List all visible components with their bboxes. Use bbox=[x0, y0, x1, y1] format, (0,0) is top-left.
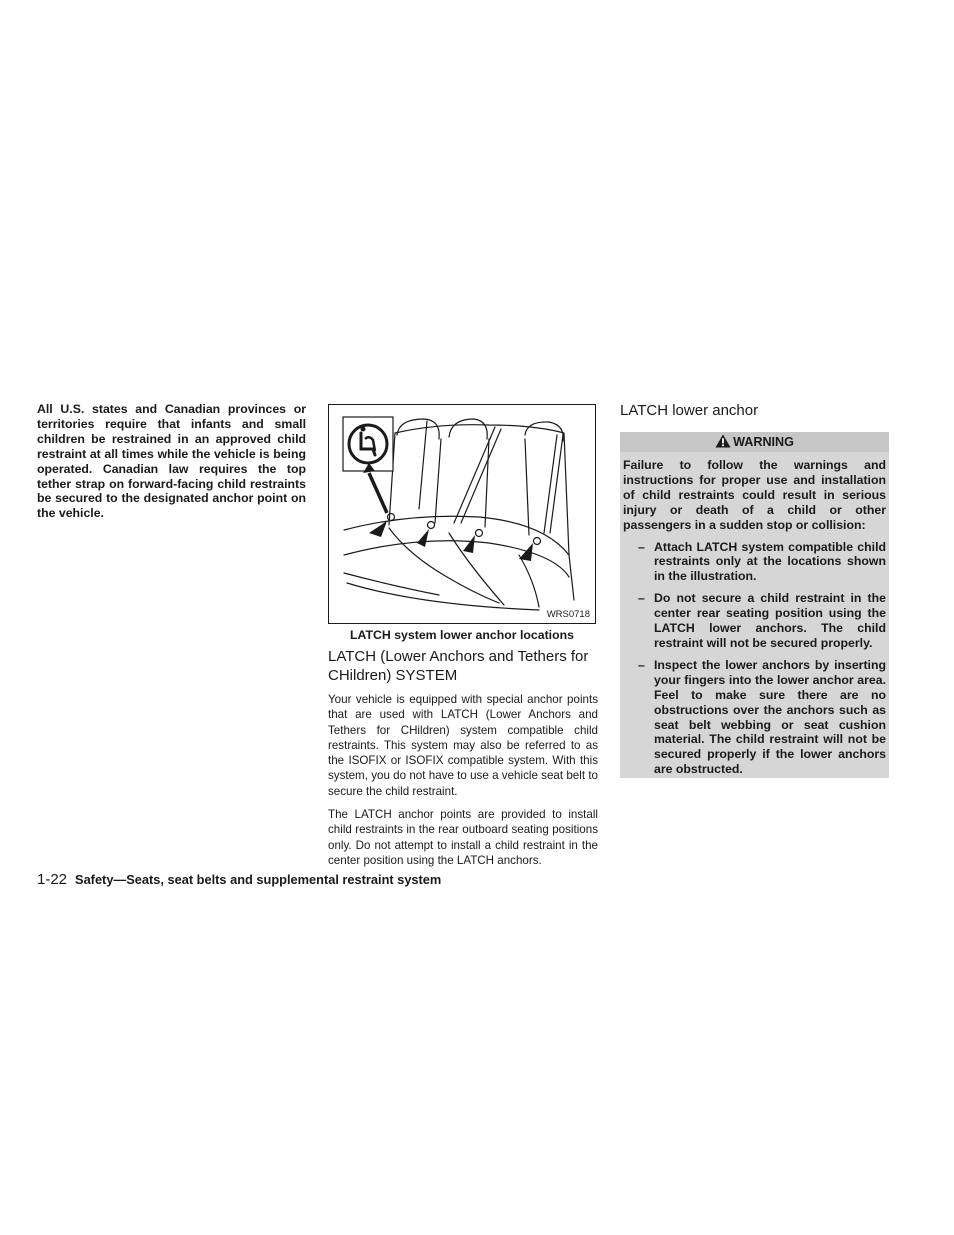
warning-list bbox=[623, 540, 886, 778]
latch-anchor-illustration bbox=[328, 404, 596, 624]
latch-system-heading: LATCH (Lower Anchors and Tethers for CHildren) SYSTEM bbox=[328, 648, 589, 684]
warning-triangle-icon bbox=[715, 434, 731, 448]
warning-item bbox=[623, 591, 886, 651]
lower-anchor-heading: LATCH lower anchor bbox=[620, 402, 759, 419]
intro-paragraph: All U.S. states and Canadian provinces or territories require that infants and small children be restrained in an approved child restraint at all times while the vehicle is being operated. Canadian law requires the top tether strap on forward-facing child restraints be secured to the designated anchor point on the vehicle. bbox=[37, 402, 306, 521]
warning-item bbox=[623, 658, 886, 777]
warning-box bbox=[620, 432, 889, 778]
latch-paragraph-2: The LATCH anchor points are provided to install child restraints in the rear outboard seating positions only. Do not attempt to install a child restraint in the center position using the LATCH anchors. bbox=[328, 808, 598, 867]
figure-caption: LATCH system lower anchor locations bbox=[350, 628, 574, 642]
page-footer bbox=[37, 871, 441, 888]
section-title: Safety—Seats, seat belts and supplemental restraint system bbox=[75, 872, 442, 887]
figure-code: WRS0718 bbox=[546, 609, 590, 620]
warning-item bbox=[623, 540, 886, 585]
warning-item-text: Do not secure a child restraint in the center rear seating position using the LATCH lower anchors. The child restraint will not be secured properly. bbox=[654, 591, 886, 650]
warning-item-text: Attach LATCH system compatible child restraints only at the locations shown in the illustration. bbox=[654, 539, 886, 584]
warning-item-text: Inspect the lower anchors by inserting your fingers into the lower anchor area. Feel to make sure there are no obstructions over the anchors such as seat belt webbing or seat cushion material. The child restraint will not be secured properly if the lower anchors are obstructed. bbox=[654, 657, 886, 777]
bullet-dash: – bbox=[638, 591, 645, 606]
page-number: 1-22 bbox=[37, 871, 68, 888]
child-seat-anchor-icon bbox=[349, 425, 387, 463]
warning-title: WARNING bbox=[733, 435, 794, 449]
warning-header bbox=[620, 432, 889, 452]
bullet-dash: – bbox=[638, 657, 645, 672]
bullet-dash: – bbox=[638, 539, 645, 554]
rear-seat-drawing bbox=[329, 405, 595, 623]
warning-intro: Failure to follow the warnings and instructions for proper use and installation of child restraints could result in serious injury or death of a child or other passengers in a sudden stop or collision: bbox=[623, 458, 886, 532]
latch-paragraph-1: Your vehicle is equipped with special anchor points that are used with LATCH (Lower Anchors and Tethers for CHildren) system compatible child restraints. This system may also be referred to as the ISOFIX or ISOFIX compatible system. With this system, you do not have to use a vehicle seat belt to secure the child restraint. bbox=[328, 693, 598, 798]
